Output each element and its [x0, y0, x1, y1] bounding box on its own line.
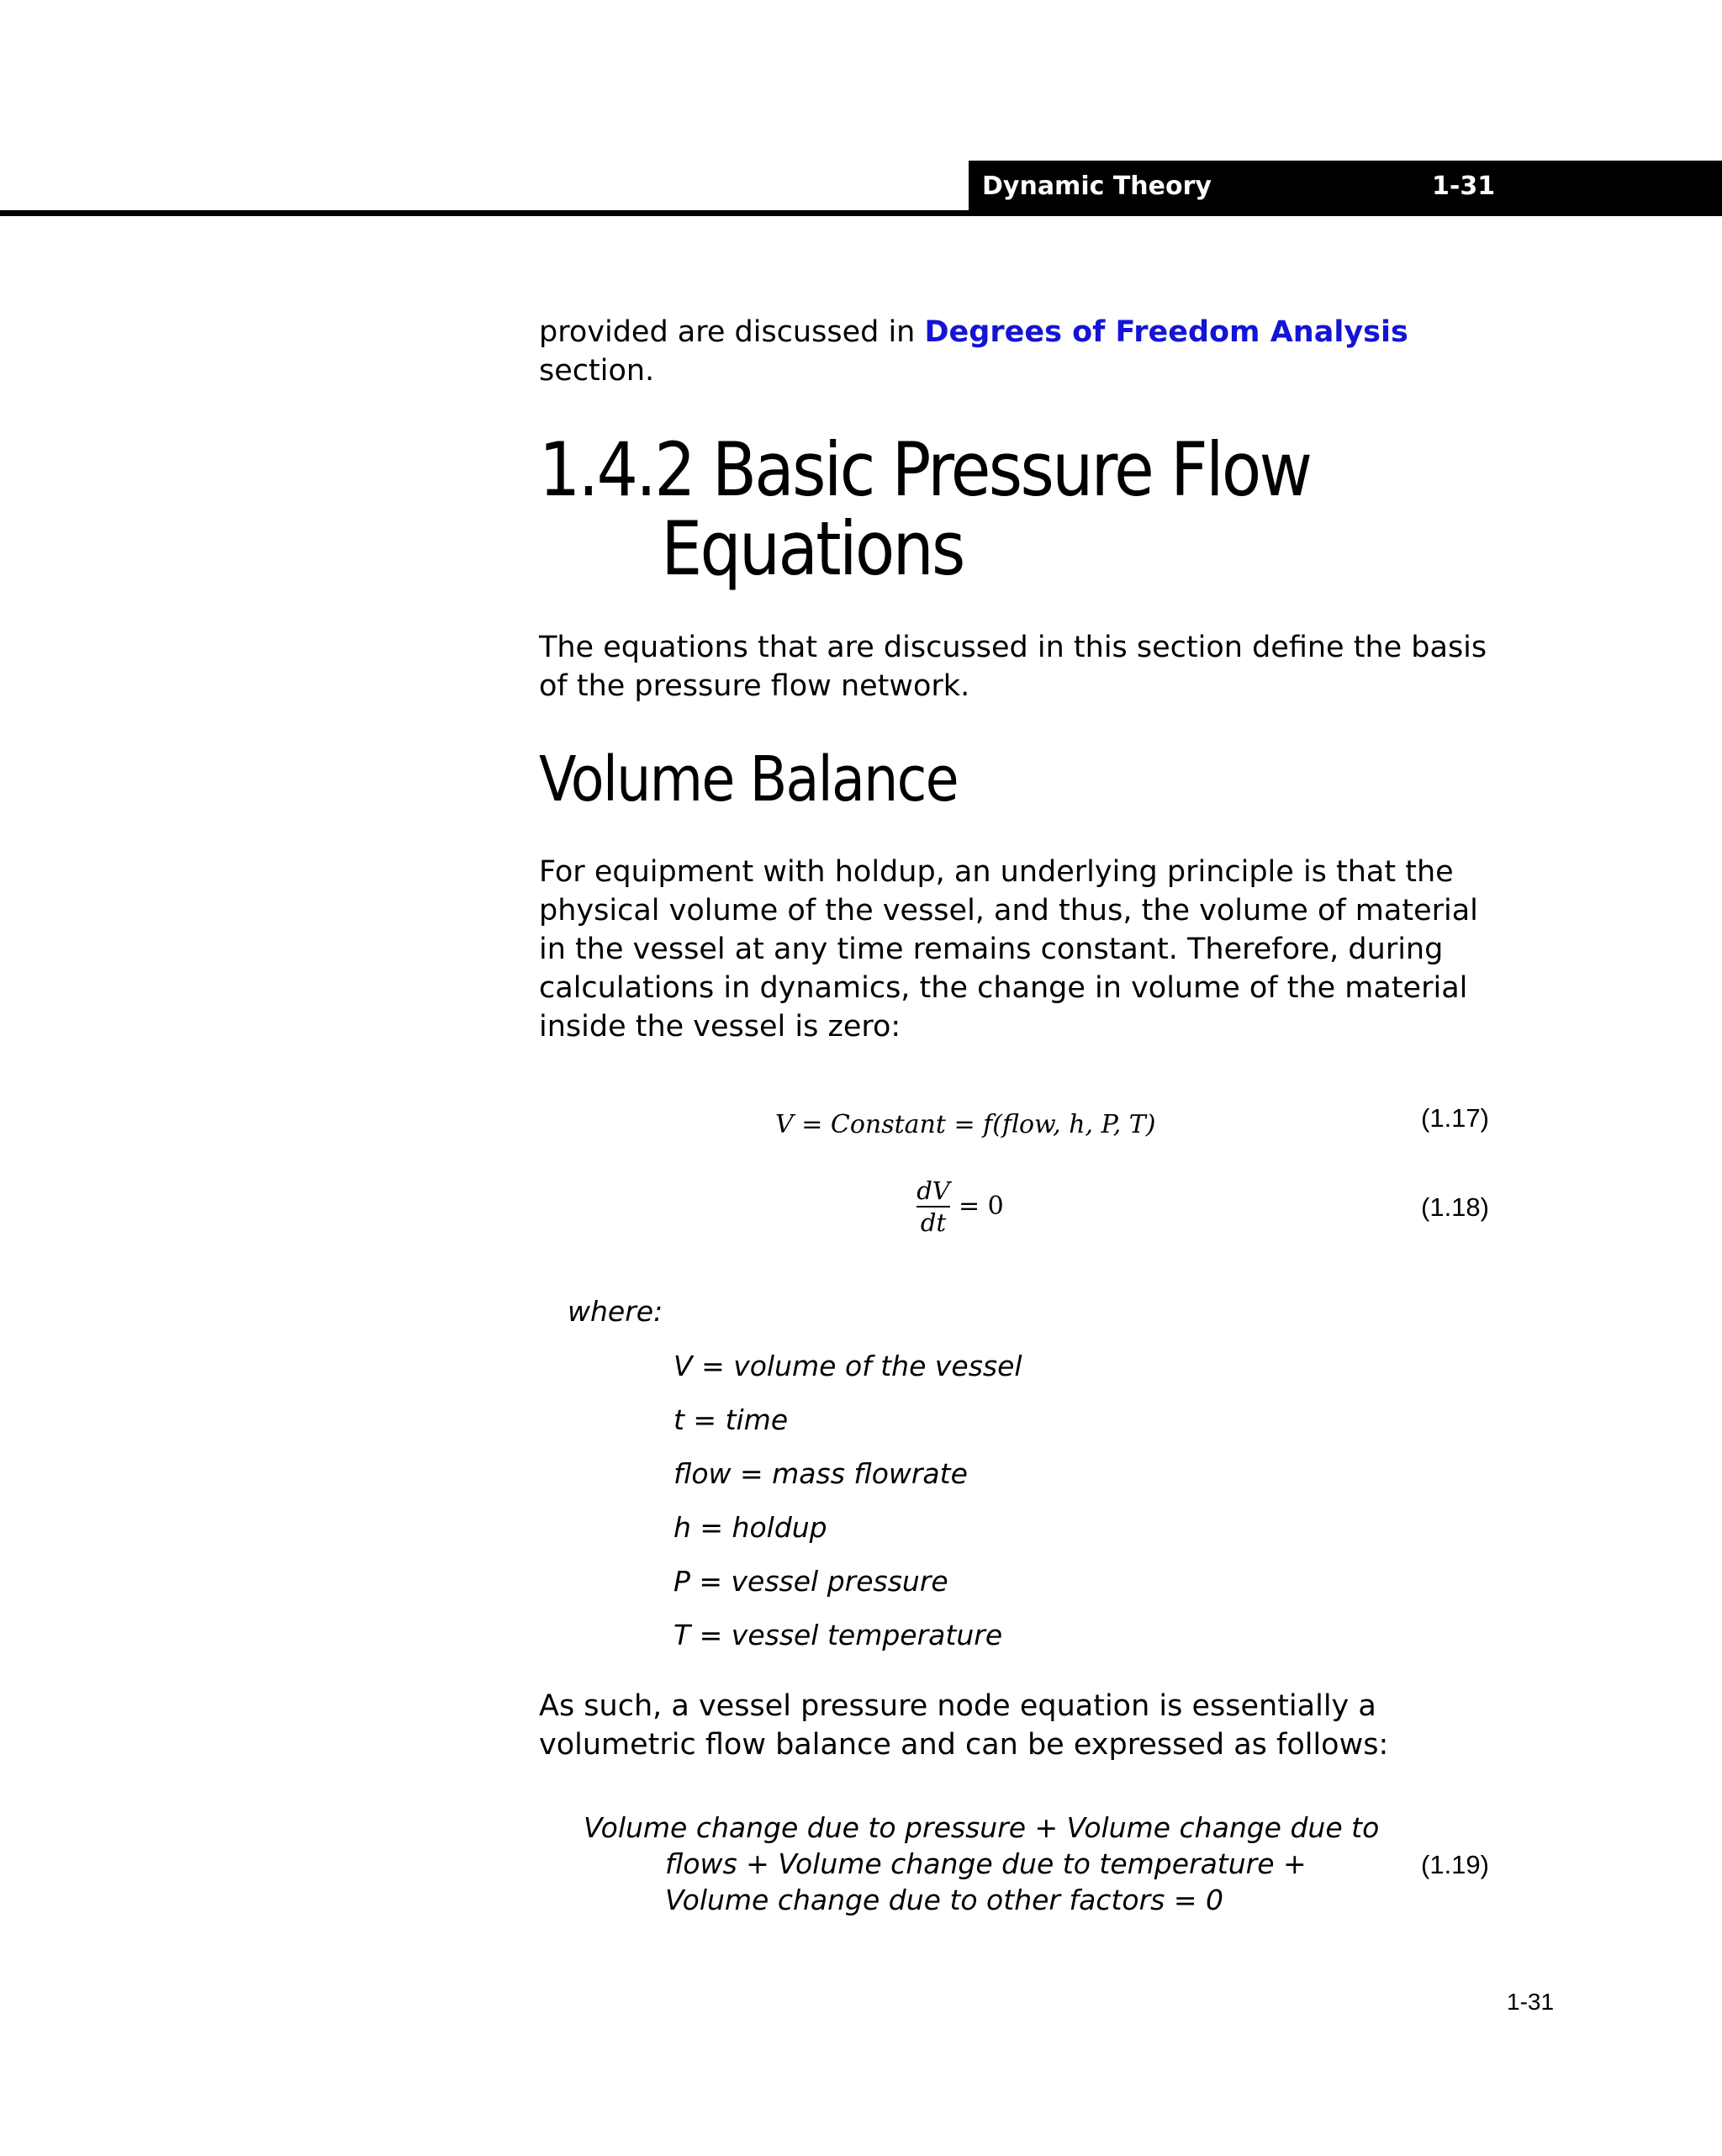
equation-1-19 [584, 1810, 1379, 1918]
definition-item: P = vessel pressure [673, 1565, 948, 1598]
intro-paragraph [539, 313, 1514, 390]
intro-suffix: section. [539, 354, 655, 388]
section-intro-paragraph: The equations that are discussed in this section define the basis of the pressure flow network. [539, 631, 1487, 703]
degrees-of-freedom-link[interactable]: Degrees of Freedom Analysis [924, 315, 1408, 349]
equation-1-19-line2: flows + Volume change due to temperature + [665, 1847, 1307, 1880]
equation-1-18-fraction [916, 1176, 950, 1238]
fraction-denominator: dt [920, 1208, 947, 1237]
section-heading [539, 426, 1311, 592]
definition-item: t = time [673, 1403, 789, 1436]
volume-balance-paragraph: For equipment with holdup, an underlying principle is that the physical volume of the vessel, and thus, the volume of material in the vessel at any time remains constant. Therefore, during calculations in dynamics, the change in volume of the material inside the vessel is zero: [539, 855, 1478, 1044]
equation-1-19-line1: Volume change due to pressure + Volume change due to [584, 1811, 1380, 1844]
equation-number-1-19: (1.19) [1421, 1850, 1489, 1879]
volume-balance-heading: Volume Balance [539, 743, 958, 816]
header-title: Dynamic Theory [982, 172, 1212, 201]
footer-page-number: 1-31 [1507, 1989, 1555, 2015]
definition-item: V = volume of the vessel [673, 1350, 1022, 1382]
header-page-number: 1-31 [1432, 172, 1496, 201]
definition-item: T = vessel temperature [673, 1619, 1003, 1651]
equation-number-1-18: (1.18) [1421, 1192, 1489, 1222]
equation-number-1-17: (1.17) [1421, 1103, 1489, 1133]
section-heading-line2: Equations [661, 505, 964, 592]
definition-item: flow = mass flowrate [673, 1457, 968, 1490]
section-heading-line1: 1.4.2 Basic Pressure Flow [539, 426, 1311, 513]
where-label: where: [568, 1295, 663, 1328]
intro-prefix: provided are discussed in [539, 315, 925, 349]
node-equation-paragraph: As such, a vessel pressure node equation is essentially a volumetric flow balance and can be expressed as follows: [539, 1689, 1389, 1762]
equation-1-17: V = Constant = f(flow, h, P, T) [775, 1110, 1156, 1139]
header-rule [0, 210, 1722, 216]
equation-1-18-rhs: = 0 [959, 1192, 1004, 1221]
equation-1-19-line3: Volume change due to other factors = 0 [665, 1884, 1223, 1916]
definition-item: h = holdup [673, 1511, 827, 1544]
fraction-numerator: dV [916, 1176, 950, 1205]
